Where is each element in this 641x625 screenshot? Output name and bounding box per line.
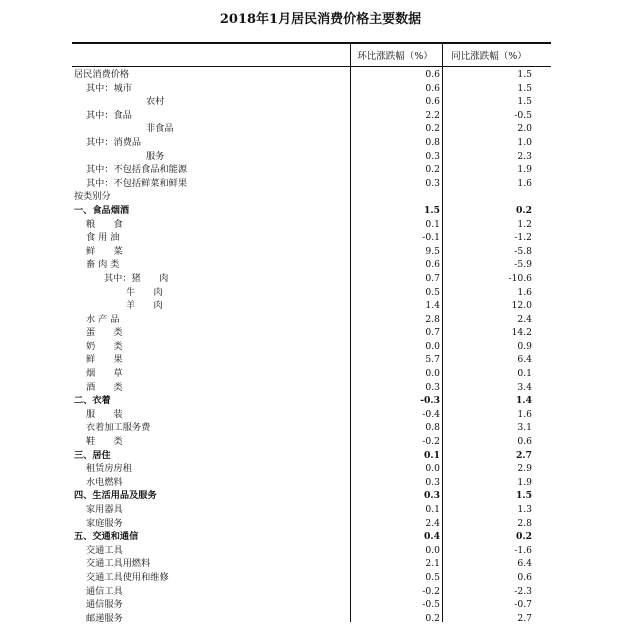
mom-value: 0.2	[425, 123, 440, 135]
table-row	[72, 544, 551, 558]
yoy-value: 1.0	[517, 136, 532, 148]
table-row	[72, 286, 551, 300]
table-row	[72, 190, 551, 204]
row-label: 农村	[146, 96, 165, 108]
yoy-value: 3.4	[517, 381, 532, 393]
row-label: 其中：城市	[86, 82, 132, 94]
mom-value: -0.2	[422, 436, 440, 448]
table-row	[72, 150, 551, 164]
mom-value: -0.5	[422, 599, 440, 611]
yoy-value: -0.5	[514, 109, 532, 121]
yoy-value: 1.5	[516, 490, 532, 502]
row-label: 家用器具	[86, 504, 123, 515]
yoy-value: 2.4	[517, 313, 532, 325]
table-row	[72, 340, 551, 354]
mom-value: 0.1	[424, 449, 440, 461]
mom-value: 9.5	[425, 245, 440, 257]
yoy-value: -2.3	[514, 585, 532, 597]
yoy-value: 12.0	[511, 300, 532, 312]
table-row	[72, 326, 551, 340]
row-label: 交通工具	[86, 544, 123, 556]
mom-value: -0.3	[420, 395, 440, 407]
table-row	[72, 231, 551, 245]
mom-value: 0.6	[425, 259, 440, 271]
yoy-value: -0.7	[514, 599, 532, 611]
row-label: 服 装	[86, 408, 123, 420]
mom-value: 0.6	[425, 82, 440, 94]
table-body	[72, 68, 551, 625]
mom-value: 0.0	[425, 340, 440, 352]
table-row	[72, 585, 551, 599]
row-label: 鲜 菜	[86, 245, 123, 257]
table-row	[72, 163, 551, 177]
table-row	[72, 313, 551, 327]
row-label: 水 产 品	[86, 313, 120, 325]
yoy-value: 1.5	[517, 82, 532, 94]
mom-value: 0.3	[424, 490, 440, 502]
table-row	[72, 435, 551, 449]
row-label: 食 用 油	[86, 232, 120, 244]
table-row	[72, 218, 551, 232]
table-row	[72, 245, 551, 259]
yoy-value: 1.3	[517, 504, 532, 515]
row-label: 邮递服务	[86, 612, 123, 624]
mom-value: 0.6	[425, 69, 440, 80]
mom-value: 0.0	[425, 368, 440, 380]
yoy-value: 1.6	[517, 408, 532, 420]
table-row	[72, 503, 551, 517]
mom-value: 2.1	[425, 558, 440, 570]
row-label: 畜 肉 类	[86, 259, 120, 271]
row-label: 蛋 类	[86, 327, 123, 339]
mom-value: 0.0	[425, 463, 440, 475]
mom-value: 0.0	[425, 544, 440, 556]
table-row	[72, 177, 551, 191]
mom-value: 0.8	[425, 136, 440, 148]
row-label: 其中：消费品	[86, 136, 142, 148]
yoy-value: -1.6	[514, 544, 532, 556]
row-label: 四、生活用品及服务	[74, 490, 157, 502]
mom-value: -0.2	[422, 585, 440, 597]
table-row	[72, 122, 551, 136]
yoy-value: 2.9	[517, 463, 532, 475]
table-row	[72, 381, 551, 395]
row-label: 一、食品烟酒	[74, 204, 130, 216]
table-row	[72, 82, 551, 96]
yoy-value: 0.9	[517, 340, 532, 352]
row-label: 租赁房房租	[86, 463, 132, 475]
mom-value: 0.5	[425, 286, 440, 298]
yoy-value: 14.2	[511, 327, 532, 339]
table-row	[72, 517, 551, 531]
mom-value: 0.1	[425, 218, 440, 230]
yoy-value: 2.3	[517, 150, 532, 162]
row-label: 鞋 类	[86, 436, 123, 448]
table-top-rule	[72, 42, 551, 44]
yoy-value: 0.2	[516, 204, 532, 216]
row-label: 水电燃料	[86, 476, 123, 488]
yoy-value: 1.4	[516, 395, 532, 407]
row-label: 衣着加工服务费	[86, 422, 151, 434]
table-row	[72, 204, 551, 218]
yoy-value: 1.9	[517, 476, 532, 488]
row-label: 居民消费价格	[74, 69, 130, 80]
yoy-value: 6.4	[517, 354, 532, 366]
table-row	[72, 299, 551, 313]
row-label: 家庭服务	[86, 517, 123, 529]
mom-value: 0.2	[425, 612, 440, 624]
yoy-value: 0.1	[517, 368, 532, 380]
row-label: 交通工具使用和维修	[86, 571, 169, 583]
row-label: 羊 肉	[126, 300, 163, 312]
row-label: 通信工具	[86, 585, 123, 597]
row-label: 鲜 果	[86, 354, 123, 366]
row-label: 奶 类	[86, 340, 123, 352]
table-row	[72, 421, 551, 435]
mom-value: 1.5	[424, 204, 440, 216]
table-row	[72, 408, 551, 422]
row-label: 二、衣着	[74, 395, 111, 407]
mom-value: 0.7	[425, 327, 440, 339]
mom-value: 0.3	[425, 476, 440, 488]
yoy-value: 2.0	[517, 123, 532, 135]
mom-value: 2.8	[425, 313, 440, 325]
mom-value: 0.8	[425, 422, 440, 434]
table-row	[72, 530, 551, 544]
yoy-value: 2.7	[517, 612, 532, 624]
table-row	[72, 571, 551, 585]
yoy-value: 1.5	[517, 69, 532, 80]
yoy-value: -1.2	[514, 232, 532, 244]
header-mom: 环比涨跌幅（%）	[357, 51, 433, 62]
yoy-value: 1.5	[517, 96, 532, 108]
yoy-value: 1.9	[517, 164, 532, 176]
table-row	[72, 394, 551, 408]
yoy-value: 1.2	[517, 218, 532, 230]
table-row	[72, 353, 551, 367]
mom-value: 0.1	[425, 504, 440, 515]
row-label: 牛 肉	[126, 286, 163, 298]
yoy-value: 3.1	[517, 422, 532, 434]
row-label: 通信服务	[86, 599, 123, 611]
row-label: 其中：不包括食品和能源	[86, 164, 188, 176]
mom-value: 2.2	[425, 109, 440, 121]
mom-value: 0.6	[425, 96, 440, 108]
table-row	[72, 462, 551, 476]
mom-value: -0.4	[422, 408, 440, 420]
mom-value: 0.7	[425, 272, 440, 284]
row-label: 其中：食品	[86, 109, 132, 121]
table-row	[72, 476, 551, 490]
row-label: 五、交通和通信	[74, 531, 139, 543]
row-label: 粮 食	[86, 218, 123, 230]
mom-value: 1.4	[425, 300, 440, 312]
yoy-value: 0.6	[517, 571, 532, 583]
mom-value: 0.3	[425, 177, 440, 189]
row-label: 按类别分	[74, 191, 111, 203]
table-row	[72, 489, 551, 503]
mom-value: 2.4	[425, 517, 440, 529]
mom-value: 0.3	[425, 150, 440, 162]
yoy-value: 2.8	[517, 517, 532, 529]
row-label: 酒 类	[86, 381, 123, 393]
table-row	[72, 68, 551, 82]
mom-value: 5.7	[425, 354, 440, 366]
mom-value: 0.2	[425, 164, 440, 176]
table-row	[72, 109, 551, 123]
header-rule	[72, 66, 551, 67]
table-row	[72, 557, 551, 571]
yoy-value: 2.7	[516, 449, 532, 461]
row-label: 三、居住	[74, 449, 111, 461]
mom-value: 0.4	[424, 531, 440, 543]
mom-value: 0.3	[425, 381, 440, 393]
row-label: 烟 草	[86, 368, 123, 380]
row-label: 交通工具用燃料	[86, 558, 151, 570]
yoy-value: 6.4	[517, 558, 532, 570]
yoy-value: 1.6	[517, 286, 532, 298]
yoy-value: -10.6	[508, 272, 532, 284]
table-row	[72, 612, 551, 625]
row-label: 其中：猪 肉	[104, 272, 169, 284]
table-row	[72, 272, 551, 286]
mom-value: 0.5	[425, 571, 440, 583]
row-label: 服务	[146, 150, 165, 162]
page-title: 2018年1月居民消费价格主要数据	[219, 12, 422, 27]
yoy-value: -5.9	[514, 259, 532, 271]
mom-value: -0.1	[422, 232, 440, 244]
table-row	[72, 136, 551, 150]
table-row	[72, 95, 551, 109]
row-label: 非食品	[146, 123, 174, 135]
yoy-value: 0.2	[516, 531, 532, 543]
row-label: 其中：不包括鲜菜和鲜果	[86, 177, 188, 189]
table-row	[72, 367, 551, 381]
table-row	[72, 258, 551, 272]
table-row	[72, 598, 551, 612]
yoy-value: -5.8	[514, 245, 532, 257]
table-row	[72, 449, 551, 463]
yoy-value: 0.6	[517, 436, 532, 448]
yoy-value: 1.6	[517, 177, 532, 189]
header-yoy: 同比涨跌幅（%）	[451, 51, 527, 62]
